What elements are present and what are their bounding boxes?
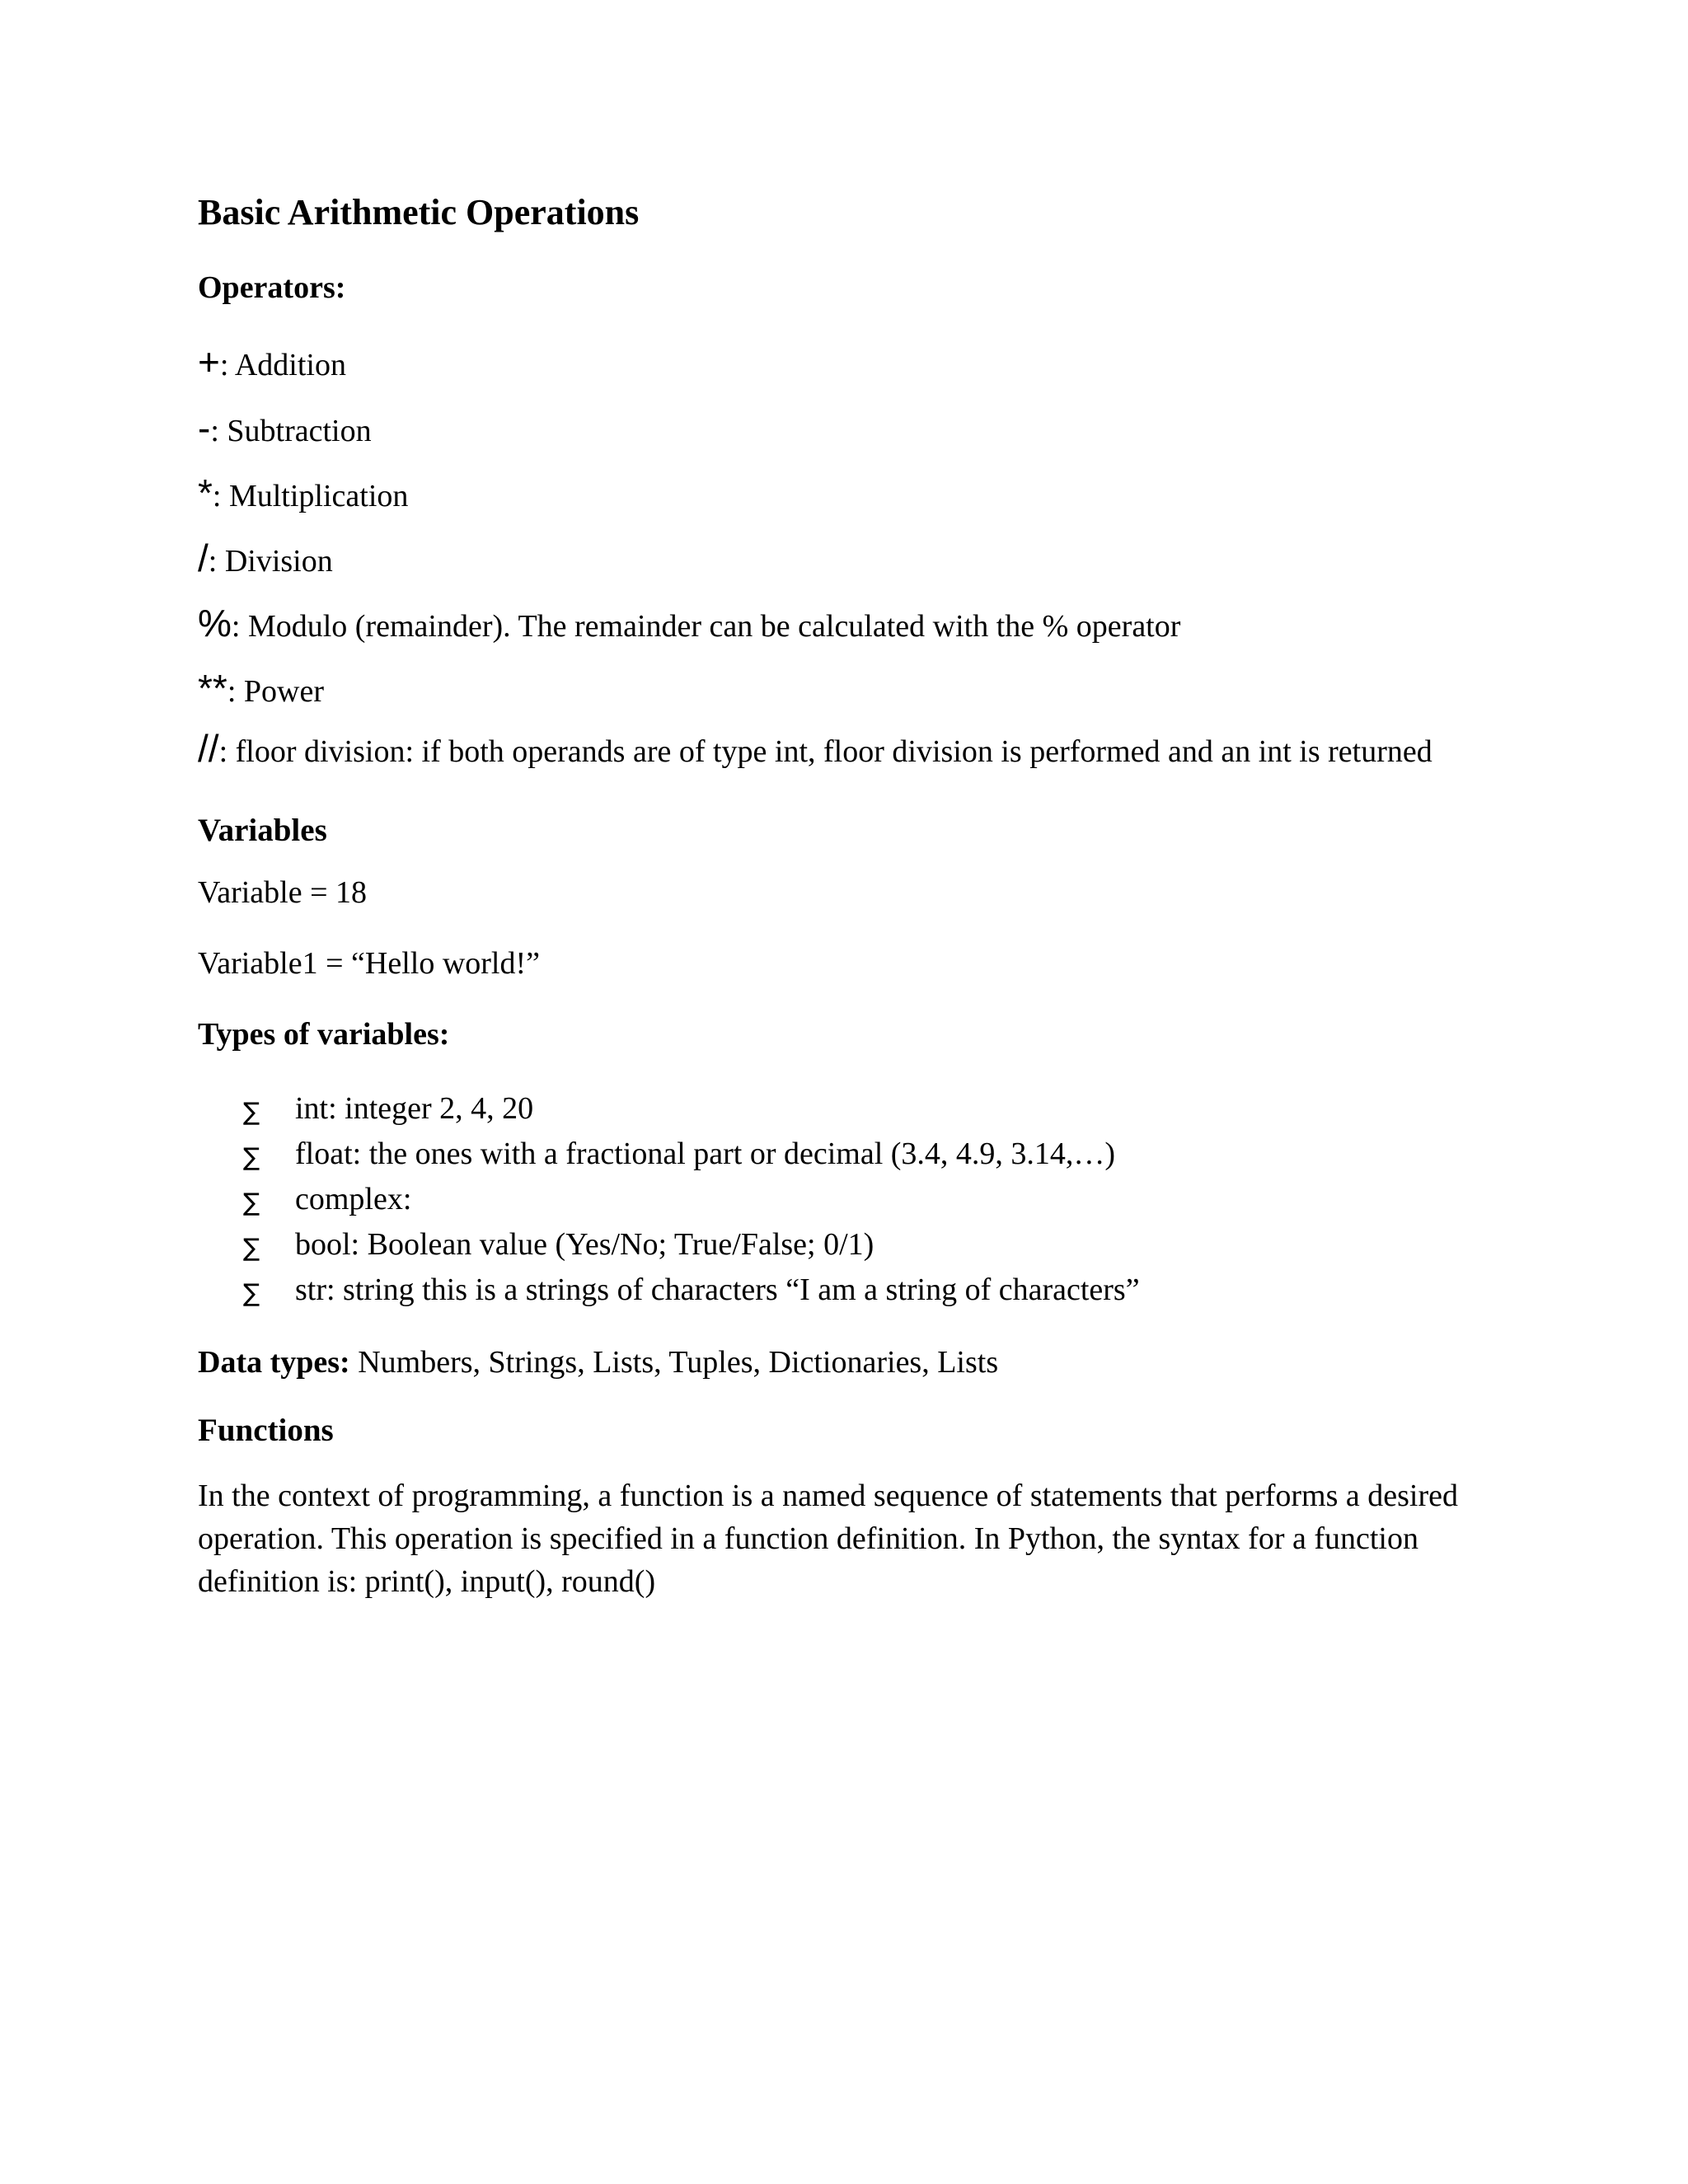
operator-power [198, 666, 1500, 711]
operator-symbol: ** [198, 667, 227, 710]
list-item [198, 1132, 1500, 1177]
list-item [198, 1177, 1500, 1222]
list-item [198, 1086, 1500, 1132]
operator-floor-division [198, 725, 1500, 776]
operators-list [198, 340, 1500, 775]
sigma-bullet-icon: ∑ [243, 1279, 260, 1309]
operator-modulo [198, 601, 1500, 646]
operator-description: : Power [227, 674, 324, 710]
list-item-text: complex: [295, 1182, 412, 1217]
list-item [198, 1268, 1500, 1313]
operator-description: : floor division: if both operands are of type int, floor division is performed and an int is returned [218, 733, 1432, 769]
operators-heading: Operators: [198, 269, 346, 305]
operator-multiplication [198, 471, 1500, 516]
operator-addition [198, 340, 1500, 385]
functions-heading: Functions [198, 1412, 334, 1448]
operator-description: : Multiplication [212, 478, 409, 513]
operator-description: : Modulo (remainder). The remainder can be calculated with the % operator [231, 609, 1181, 644]
data-types-label: Data types: [198, 1345, 350, 1380]
operator-symbol: * [198, 471, 213, 514]
operator-symbol: / [198, 536, 209, 579]
functions-paragraph: In the context of programming, a function is a named sequence of statements that performs a desired operation. This operation is specified in a function definition. In Python, the syntax for a function definition is: print(), input(), round() [198, 1479, 1458, 1600]
types-list [198, 1086, 1500, 1313]
document-page [198, 191, 1500, 1603]
operator-description: : Division [208, 543, 333, 579]
page-title: Basic Arithmetic Operations [198, 192, 640, 232]
operator-description: : Subtraction [210, 413, 372, 448]
operator-division [198, 536, 1500, 581]
list-item-text: bool: Boolean value (Yes/No; True/False; 0/1) [295, 1227, 874, 1263]
operator-description: : Addition [219, 348, 346, 383]
data-types-value: Numbers, Strings, Lists, Tuples, Dictionaries, Lists [349, 1345, 999, 1380]
list-item [198, 1222, 1500, 1268]
list-item-text: float: the ones with a fractional part or decimal (3.4, 4.9, 3.14,…) [295, 1137, 1116, 1172]
sigma-bullet-icon: ∑ [243, 1098, 260, 1127]
sigma-bullet-icon: ∑ [243, 1143, 260, 1173]
types-heading: Types of variables: [198, 1016, 450, 1052]
operator-symbol: + [198, 340, 220, 384]
operator-symbol: - [198, 405, 211, 449]
operator-symbol: % [198, 602, 232, 645]
sigma-bullet-icon: ∑ [243, 1188, 260, 1218]
variables-heading: Variables [198, 812, 327, 848]
list-item-text: str: string this is a strings of characters “I am a string of characters” [295, 1272, 1140, 1308]
data-types-line [198, 1344, 1500, 1382]
variable-example: Variable1 = “Hello world!” [198, 945, 540, 981]
list-item-text: int: integer 2, 4, 20 [295, 1091, 534, 1127]
variable-example: Variable = 18 [198, 875, 368, 911]
operator-subtraction [198, 405, 1500, 451]
operator-symbol: // [198, 726, 219, 770]
sigma-bullet-icon: ∑ [243, 1234, 260, 1263]
